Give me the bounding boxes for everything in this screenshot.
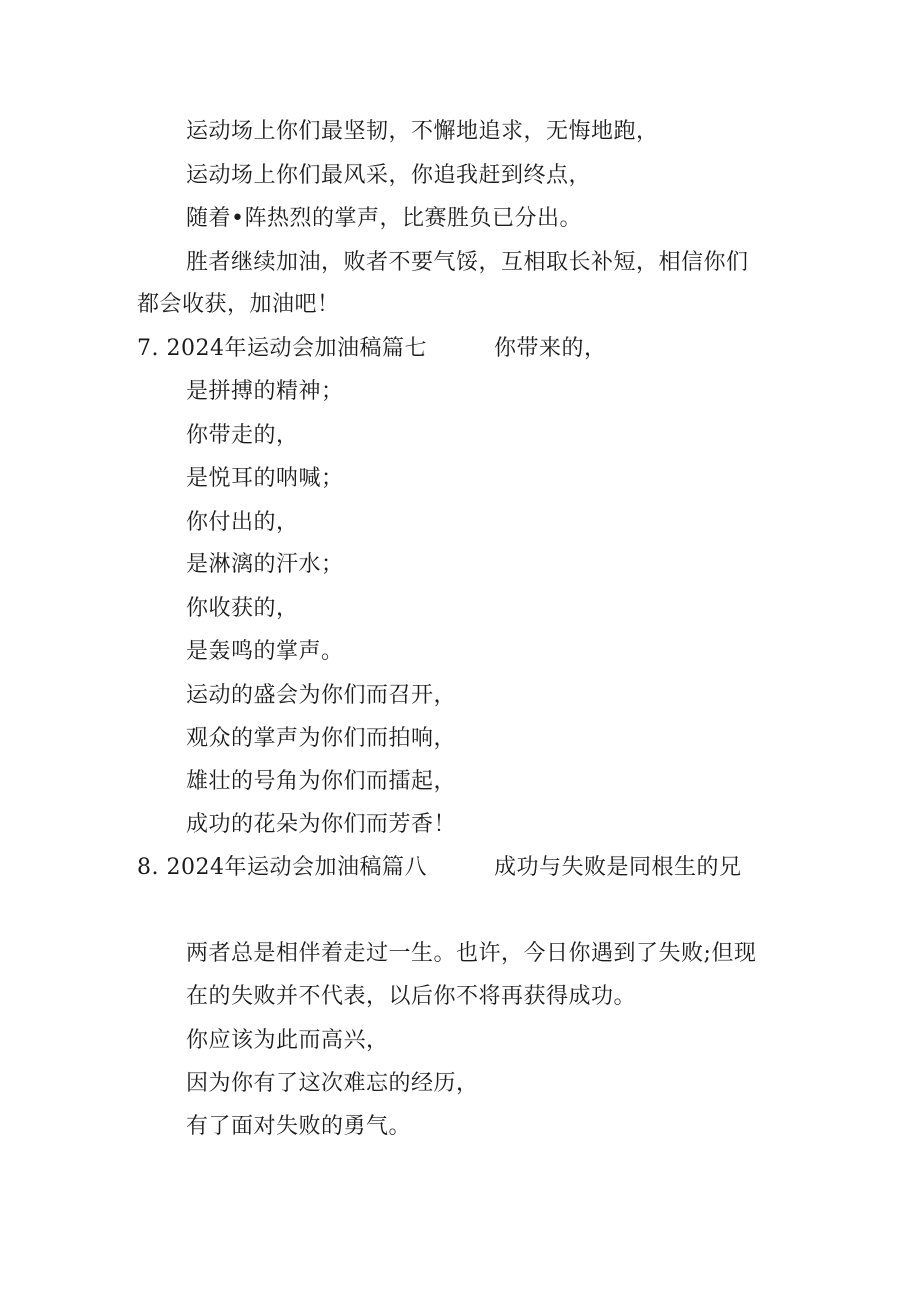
text-line: 你付出的， — [186, 510, 299, 535]
text-line: 有了面对失败的勇气。 — [186, 1114, 412, 1139]
text-line: 在的失败并不代表，以后你不将再获得成功。 — [186, 984, 637, 1009]
text-line: 你应该为此而高兴， — [186, 1028, 389, 1053]
text-line: 运动场上你们最风采，你追我赶到终点， — [186, 163, 592, 188]
text-line: 你带走的， — [186, 423, 299, 448]
text-line: 是轰鸣的掌声。 — [186, 639, 344, 664]
text-line: 成功的花朵为你们而芳香！ — [186, 812, 457, 837]
text-line: 运动的盛会为你们而召开， — [186, 683, 457, 708]
text-line: 都会收获，加油吧！ — [137, 292, 340, 317]
text-line: 运动场上你们最坚韧，不懈地追求，无悔地跑， — [186, 119, 659, 144]
section-7-first-line: 你带来的， — [494, 336, 607, 361]
section-heading-8: 8. 2024年运动会加油稿篇八 — [137, 855, 427, 880]
text-line: 是淋漓的汗水； — [186, 552, 344, 577]
text-line: 因为你有了这次难忘的经历， — [186, 1071, 479, 1096]
text-line: 观众的掌声为你们而拍响， — [186, 726, 457, 751]
text-line: 雄壮的号角为你们而擂起， — [186, 769, 457, 794]
section-8-first-line: 成功与失败是同根生的兄 — [494, 855, 742, 880]
text-line: 胜者继续加油，败者不要气馁，互相取长补短，相信你们 — [186, 250, 749, 275]
text-line: 随着•阵热烈的掌声，比赛胜负已分出。 — [186, 206, 582, 231]
text-line: 是拼搏的精神； — [186, 379, 344, 404]
text-line: 是悦耳的呐喊； — [186, 466, 344, 491]
section-heading-7: 7. 2024年运动会加油稿篇七 — [137, 336, 427, 361]
text-line: 两者总是相伴着走过一生。也许，今日你遇到了失败;但现 — [186, 941, 757, 966]
text-line: 你收获的， — [186, 596, 299, 621]
